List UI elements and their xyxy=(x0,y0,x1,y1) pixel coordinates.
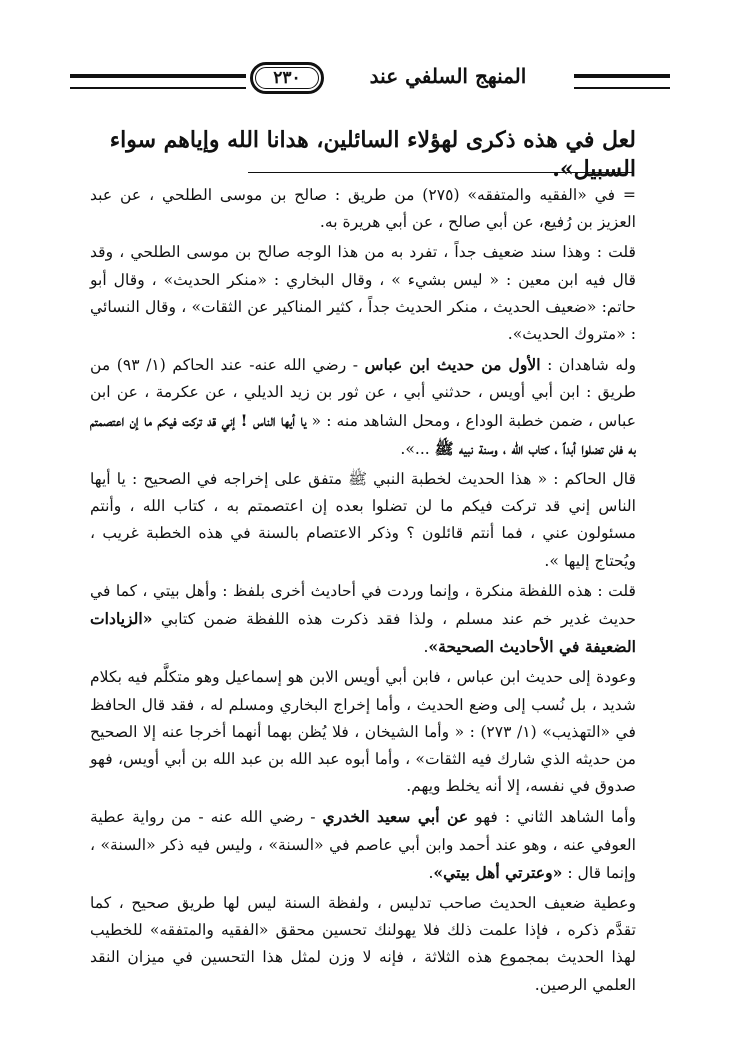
second-witness-heading: عن أبي سعيد الخدري xyxy=(322,807,469,827)
footnote-text: . xyxy=(423,638,429,657)
footnote-section xyxy=(90,182,636,1002)
book-title: «الزيادات الضعيفة في الأحاديث الصحيحة» xyxy=(90,609,636,657)
footnote-paragraph-7 xyxy=(90,803,636,887)
first-witness-heading: الأول من حديث ابن عباس xyxy=(364,355,541,375)
footnote-text: وأما الشاهد الثاني : فهو xyxy=(468,808,636,827)
page-header xyxy=(70,62,670,98)
hadith-quote: يا أيها الناس ! إني قد تركت فيكم ما إن اعتصمتم به فلن تضلوا أبداً ، كتاب الله ، وسنة نبيه ﷺ xyxy=(90,410,636,458)
quoted-wording: «وعترتي أهل بيتي» xyxy=(433,862,563,882)
main-text-line: لعل في هذه ذكرى لهؤلاء السائلين، هدانا الله وإياهم سواء السبيل». xyxy=(109,127,636,182)
page-number-frame xyxy=(255,67,319,89)
footnote-paragraph-4: قال الحاكم : « هذا الحديث لخطبة النبي ﷺ متفق على إخراجه في الصحيح : يا أيها الناس إني قد تركت فيكم ما لن تضلوا بعده إن اعتصمتم به ، كتاب الله ، وأنتم مسئولون عني ، فما أنتم قائلون ؟ وذكر الاعتصام بالسنة في هذه الخطبة غريب ، ويُحتاج إليها ». xyxy=(90,470,636,570)
footnote-paragraph-1: = في «الفقيه والمتفقه» (٢٧٥) من طريق : صالح بن موسى الطلحي ، عن عبد العزيز بن رُفيع، عن أبي صالح ، عن أبي هريرة به. xyxy=(90,186,636,232)
page-number: ٢٣٠ xyxy=(273,67,301,88)
header-rule-left xyxy=(70,74,246,89)
footnote-paragraph-5 xyxy=(90,578,636,662)
header-rule-right xyxy=(574,74,670,89)
page-number-badge xyxy=(250,62,324,94)
footnote-paragraph-3 xyxy=(90,351,636,463)
footnote-text: قلت : هذه اللفظة منكرة ، وإنما وردت في أحاديث أخرى بلفظ : وأهل بيتي ، كما في حديث غدير خم عند مسلم ، ولذا فقد ذكرت هذه اللفظة ضمن كتابي xyxy=(90,581,636,629)
footnote-divider xyxy=(248,172,632,173)
footnote-text: - رضي الله عنه- عند الحاكم (١/ ٩٣) من طريق : ابن أبي أويس ، حدثني أبي ، عن ثور بن زيد الديلي ، عن عكرمة ، عن ابن عباس ، ضمن خطبة الوداع ، ومحل الشاهد منه : « xyxy=(90,356,636,430)
footnote-text: . xyxy=(428,863,434,882)
footnote-text: ...». xyxy=(400,439,435,458)
footnote-paragraph-2: قلت : وهذا سند ضعيف جداً ، تفرد به من هذا الوجه صالح بن موسى الطلحي ، وقد قال فيه ابن معين : « ليس بشيء » ، وقال البخاري : «منكر الحديث» ، وقال أبو حاتم: «ضعيف الحديث ، منكر الحديث جداً ، كثير المناكير عن الثقات» ، وقال النسائي : «متروك الحديث». xyxy=(90,243,636,344)
footnote-paragraph-8: وعطية ضعيف الحديث صاحب تدليس ، ولفظة السنة ليس لها طريق صحيح ، كما تقدَّم ذكره ، فإذا علمت ذلك فلا يهولنك تحسين محقق «الفقيه والمتفقه» للخطيب لهذا الحديث بمجموع هذه الثلاثة ، فإنه لا وزن لمثل هذا التحسين في ميزان النقد العلمي الرصين. xyxy=(90,894,636,994)
footnote-text: وله شاهدان : xyxy=(540,356,637,375)
running-title: المنهج السلفي عند xyxy=(369,64,527,88)
footnote-paragraph-6: وعودة إلى حديث ابن عباس ، فابن أبي أويس الابن هو إسماعيل وهو متكلَّم فيه بكلام شديد ، بل نُسب إلى وضع الحديث ، وأما إخراج البخاري ومسلم له ، فقد قال الحافظ في «التهذيب» (١/ ٢٧٣) : « وأما الشيخان ، فلا يُظن بهما أنهما أخرجا عنه إلا الصحيح من حديثه الذي شارك فيه الثقات» ، وأما أبوه عبد الله بن عبد الله بن أبي أويس، فهو صدوق في نفسه، إلا أنه يخلط ويهم. xyxy=(90,668,636,796)
footnote-text: - رضي الله عنه - من رواية عطية العوفي عنه ، وهو عند أحمد وابن أبي عاصم في «السنة» ، وليس فيه ذكر «السنة» ، وإنما قال : xyxy=(90,808,636,882)
